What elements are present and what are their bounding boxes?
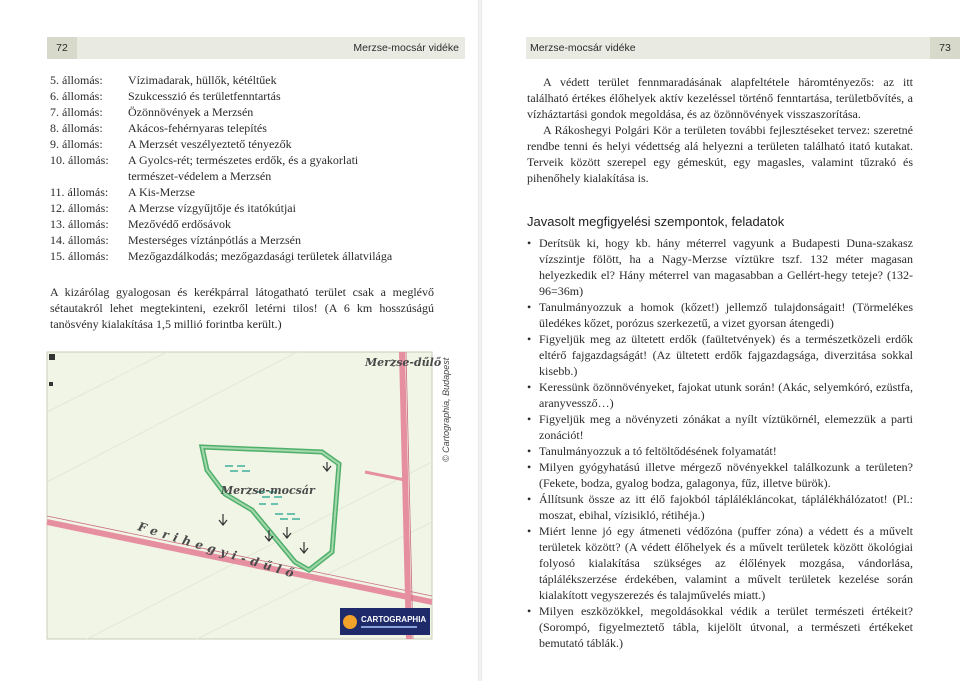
station-item [50,120,470,136]
intro-paragraph: A védett terület fennmaradásának alapfeltétele háromtényezős: az itt található értékes élőhelyek aktív kezeléssel történő fenntartása, területbővítés, a vízháztartási gondok megoldása, és az özönnövények visszaszorítása. [527,75,913,121]
task-item: • Figyeljük meg a növényzeti zónákat a nyílt víztükörnél, elemezzük a parti zonációt! [527,411,913,443]
trail-map [47,352,442,639]
station-list [50,72,470,264]
left-page-header [47,37,465,59]
station-text: A Merzsét veszélyeztető tényezők [128,137,292,151]
station-item [50,136,470,152]
task-item: • Figyeljük meg az ültetett erdők (faültetvények) és a természetközeli erdők eltérő fajgazdagságát! (Az ültetett erdők fajgazdagsága, diverzitása sokkal kisebb.) [527,331,913,379]
cartographia-logo [340,608,430,635]
station-text: A Gyolcs-rét; természetes erdők, és a gyakorlati természet-védelem a Merzsén [128,153,359,183]
station-label: 8. állomás: [50,121,103,135]
station-item [50,152,470,184]
station-label: 11. állomás: [50,185,109,199]
map-credit [428,352,451,462]
station-label: 9. állomás: [50,137,103,151]
station-text: A Kis-Merzse [128,185,195,199]
station-label: 14. állomás: [50,233,109,247]
task-item: • Derítsük ki, hogy kb. hány méterrel vagyunk a Budapesti Duna-szakasz vízszintje fölött, ha a Nagy-Merzse víztükre tszf. 132 méter magasan helyezkedik el? Hány méterrel van magasabban a Gellért-hegy teteje? (132-96=36m) [527,235,913,299]
page-number-right: 73 [930,37,960,59]
intro-paragraph: A Rákoshegyi Polgári Kör a területen további fejlesztéseket tervez: szeretné rendbe tenni és helyi védettség alá helyezni a területen található itató kutakat. Terveik között szerepel egy gémeskút, egy magasles, valamint tűzrakó és pihenőhely kialakítása is. [527,123,913,185]
section-heading: Javasolt megfigyelési szempontok, feladatok [527,214,785,229]
station-item [50,248,470,264]
intro-text [527,74,913,186]
logo-text: CARTOGRAPHIA [361,615,427,624]
running-title-right: Merzse-mocsár vidéke [530,42,636,54]
station-text: Özönnövények a Merzsén [128,105,254,119]
task-item: • Tanulmányozzuk a tó feltöltődésének folyamatát! [527,443,913,459]
map-label-merzse-dulo: Merzse-dűlő [365,356,442,369]
station-text: Mezővédő erdősávok [128,217,231,231]
map-credit-text: © Cartographia, Budapest [441,357,451,462]
page-number-left: 72 [47,37,77,59]
station-item [50,184,470,200]
book-gutter [478,0,482,681]
task-item: • Milyen gyógyhatású illetve mérgező növényekkel találkozunk a területen? (Fekete, bodza, gyalog bodza, galagonya, fűz, illetve bürök). [527,459,913,491]
station-label: 13. állomás: [50,217,109,231]
station-item [50,88,470,104]
station-label: 6. állomás: [50,89,103,103]
task-item: • Miért lenne jó egy átmeneti védőzóna (puffer zóna) a védett és a művelt területek között? (A védett élőhelyek és a művelt területek között ökológiai folyosó kialakítása szükséges az élőlények mozgása, vándorlása, táplálékszerzése érdekében, valamint a művelt területek kezelése során kialakított vegyszerezés és talajművelés miatt.) [527,523,913,603]
station-label: 12. állomás: [50,201,109,215]
station-text: Vízimadarak, hüllők, kétéltűek [128,73,277,87]
station-item [50,232,470,248]
map-label-merzse-mocsar: Merzse-mocsár [221,484,315,497]
map-label-ferihegyi-dulo: Ferihegyi-dűlő [136,519,301,582]
station-item [50,72,470,88]
right-page-header [526,37,960,59]
task-item: • Tanulmányozzuk a homok (kőzet!) jellemző tulajdonságait! (Törmelékes üledékes kőzet, porózus szerkezetű, a vizet gyorsan átengedi) [527,299,913,331]
station-text: Akácos-fehérnyaras telepítés [128,121,267,135]
visitor-rules-paragraph: A kizárólag gyalogosan és kerékpárral látogatható terület csak a meglévő sétautakról lehet megtekinteni, ezekről letérni tilos! (A 6 km hosszúságú tanösvény kialakítása 1,5 millió forintba került.) [50,285,434,331]
station-text: Mesterséges víztánpótlás a Merzsén [128,233,301,247]
station-text: Mezőgazdálkodás; mezőgazdasági területek állatvilága [128,249,393,263]
station-label: 7. állomás: [50,105,103,119]
station-label: 15. állomás: [50,249,109,263]
station-text: A Merzse vízgyűjtője és itatókútjai [128,201,296,215]
station-label: 10. állomás: [50,153,109,167]
task-item: • Keressünk özönnövényeket, fajokat utunk során! (Akác, selyemkóró, ezüstfa, aranyvessző…) [527,379,913,411]
station-text: Szukcesszió és területfenntartás [128,89,281,103]
station-item [50,216,470,232]
task-item: • Állítsunk össze az itt élő fajokból táplálékláncokat, táplálékhálózatot! (Pl.: moszat, ebihal, vízisikló, rétihéja.) [527,491,913,523]
left-page [0,0,470,681]
station-label: 5. állomás: [50,73,103,87]
station-item [50,200,470,216]
task-list [527,235,913,651]
station-item [50,104,470,120]
running-title-left: Merzse-mocsár vidéke [353,42,459,54]
task-item: • Milyen eszközökkel, megoldásokkal védik a terület természeti értékeit? (Sorompó, figyelmeztető tábla, kijelölt útvonal, a természeti értékeket bemutató táblák.) [527,603,913,651]
